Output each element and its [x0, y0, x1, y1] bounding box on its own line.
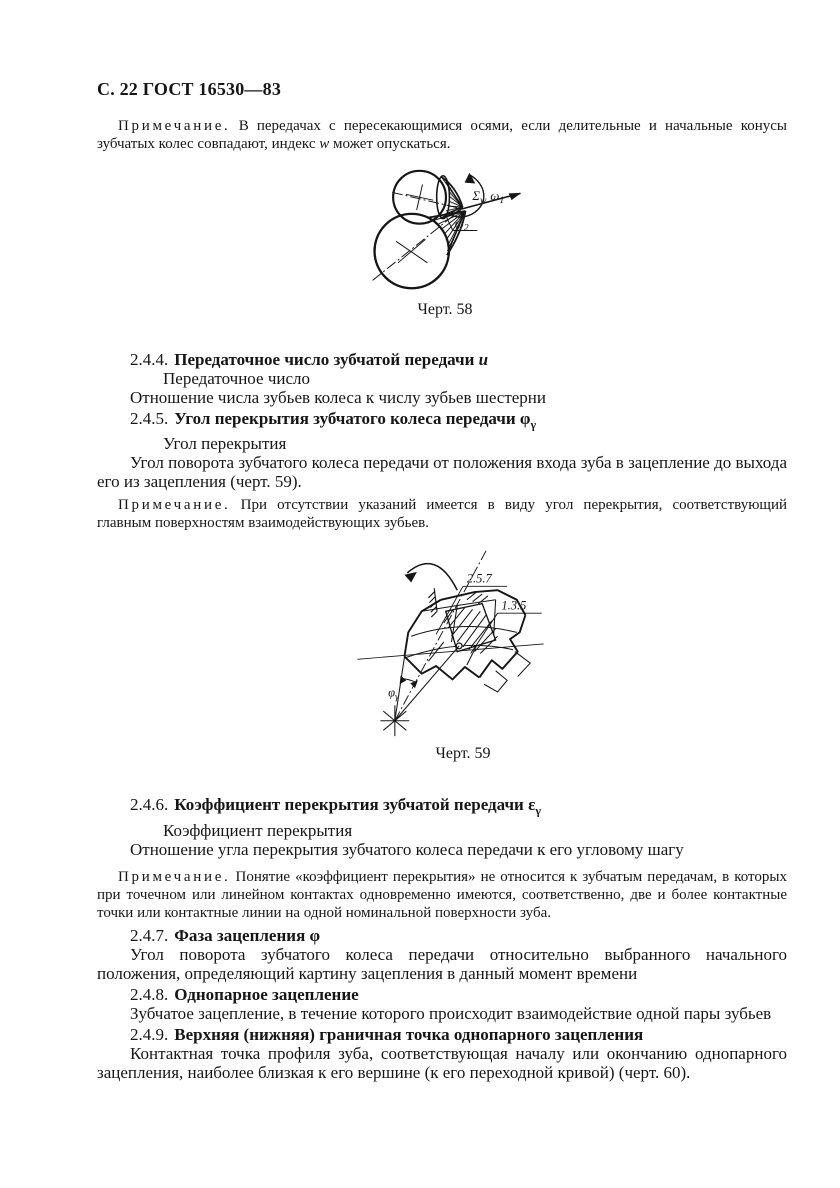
section-title: Фаза зацепления — [174, 925, 306, 945]
section-title: Верхняя (нижняя) граничная точка однопарного зацепления — [174, 1024, 644, 1044]
section-2-4-6-synonym: Коэффициент перекрытия — [163, 820, 353, 840]
section-2-4-9-heading — [97, 1025, 787, 1044]
section-2-4-5-synonym: Угол перекрытия — [163, 434, 287, 454]
section-2-4-4-heading — [97, 350, 787, 369]
section-title: Коэффициент перекрытия зубчатой передачи — [174, 795, 524, 815]
note-text: При отсутствии указаний имеется в виду угол перекрытия, соответствующий главным поверхностям взаимодействующих зубьев. — [97, 497, 788, 532]
note-label: Примечание. — [118, 497, 231, 514]
section-number: 2.4.5. — [130, 409, 169, 428]
fig58-omega2-label: $\omega_2$ — [454, 216, 469, 234]
section-symbol: φ — [519, 409, 531, 428]
vertical-spacer — [97, 762, 787, 793]
section-2-4-7-definition: Угол поворота зубчатого колеса передачи относительно выбранного начального положения, определяющий картину зацепления в данный момент времени — [97, 944, 787, 983]
note-text: может опускаться. — [333, 136, 451, 152]
fig59-lower-label: 1.3.5 — [501, 598, 527, 613]
fig59-upper-label: 2.5.7 — [466, 571, 492, 586]
vertical-spacer — [97, 318, 787, 348]
fig58-sum-label: $\Sigma_w$ $\omega_1$ — [472, 189, 505, 207]
figure-58-drawing — [345, 163, 545, 300]
note-text: В передачах с пересекающимися осями, если делительные и начальные конусы зубчатых колес совпадают, индекс — [97, 118, 787, 152]
section-symbol: u — [478, 350, 489, 369]
note-label: Примечание. — [118, 868, 231, 885]
figure-58-caption: Черт. 58 — [417, 301, 473, 318]
figure-59-drawing — [347, 546, 579, 738]
note-3 — [97, 868, 787, 922]
section-2-4-5-definition: Угол поворота зубчатого колеса передачи от положения входа зуба в зацепление до выхода его из зацепления (черт. 59). — [97, 453, 787, 492]
section-2-4-6-heading — [97, 795, 787, 820]
note-label: Примечание. — [118, 118, 231, 134]
note-text: Понятие «коэффициент перекрытия» не относится к зубчатым передачам, в которых при точечном или линейном контактах одновременно имеются, соответственно, две и более контактные точки или контактные линии на одной номинальной поверхности зуба. — [97, 868, 787, 921]
section-title: Передаточное число зубчатой передачи — [174, 350, 475, 369]
section-number: 2.4.9. — [130, 1024, 169, 1044]
section-symbol: ε — [528, 795, 536, 815]
section-number: 2.4.6. — [130, 795, 169, 815]
section-title: Угол перекрытия зубчатого колеса передачи — [174, 409, 516, 428]
section-symbol-subscript: γ — [535, 803, 541, 818]
figure-59-caption: Черт. 59 — [435, 745, 491, 763]
note-italic-term: w — [319, 136, 330, 152]
section-2-4-9-definition: Контактная точка профиля зуба, соответствующая началу или окончанию однопарного зацепления, наиболее близкая к его вершине (к его переходной кривой) (черт. 60). — [97, 1043, 787, 1082]
page-header: С. 22 ГОСТ 16530—83 — [97, 79, 282, 99]
section-2-4-8-definition: Зубчатое зацепление, в течение которого происходит взаимодействие одной пары зубьев — [130, 1003, 772, 1023]
section-2-4-4-synonym: Передаточное число — [163, 369, 310, 388]
section-number: 2.4.7. — [130, 925, 169, 945]
section-title: Однопарное зацепление — [174, 984, 359, 1004]
section-number: 2.4.8. — [130, 984, 169, 1004]
section-2-4-5-heading — [97, 409, 787, 434]
section-symbol-subscript: γ — [530, 417, 537, 432]
note-1 — [97, 117, 787, 153]
section-2-4-8-heading — [97, 985, 787, 1004]
section-2-4-7-heading — [97, 926, 787, 945]
section-2-4-6-definition: Отношение угла перекрытия зубчатого колеса передачи к его угловому шагу — [130, 839, 684, 859]
figure-59 — [347, 546, 579, 762]
section-symbol: φ — [309, 925, 321, 945]
section-number: 2.4.4. — [130, 350, 169, 369]
figure-58 — [345, 163, 545, 318]
section-2-4-4-definition: Отношение числа зубьев колеса к числу зубьев шестерни — [130, 388, 547, 407]
note-2 — [97, 496, 787, 532]
fig59-angle-label: $\varphi_\gamma$ — [388, 686, 399, 703]
